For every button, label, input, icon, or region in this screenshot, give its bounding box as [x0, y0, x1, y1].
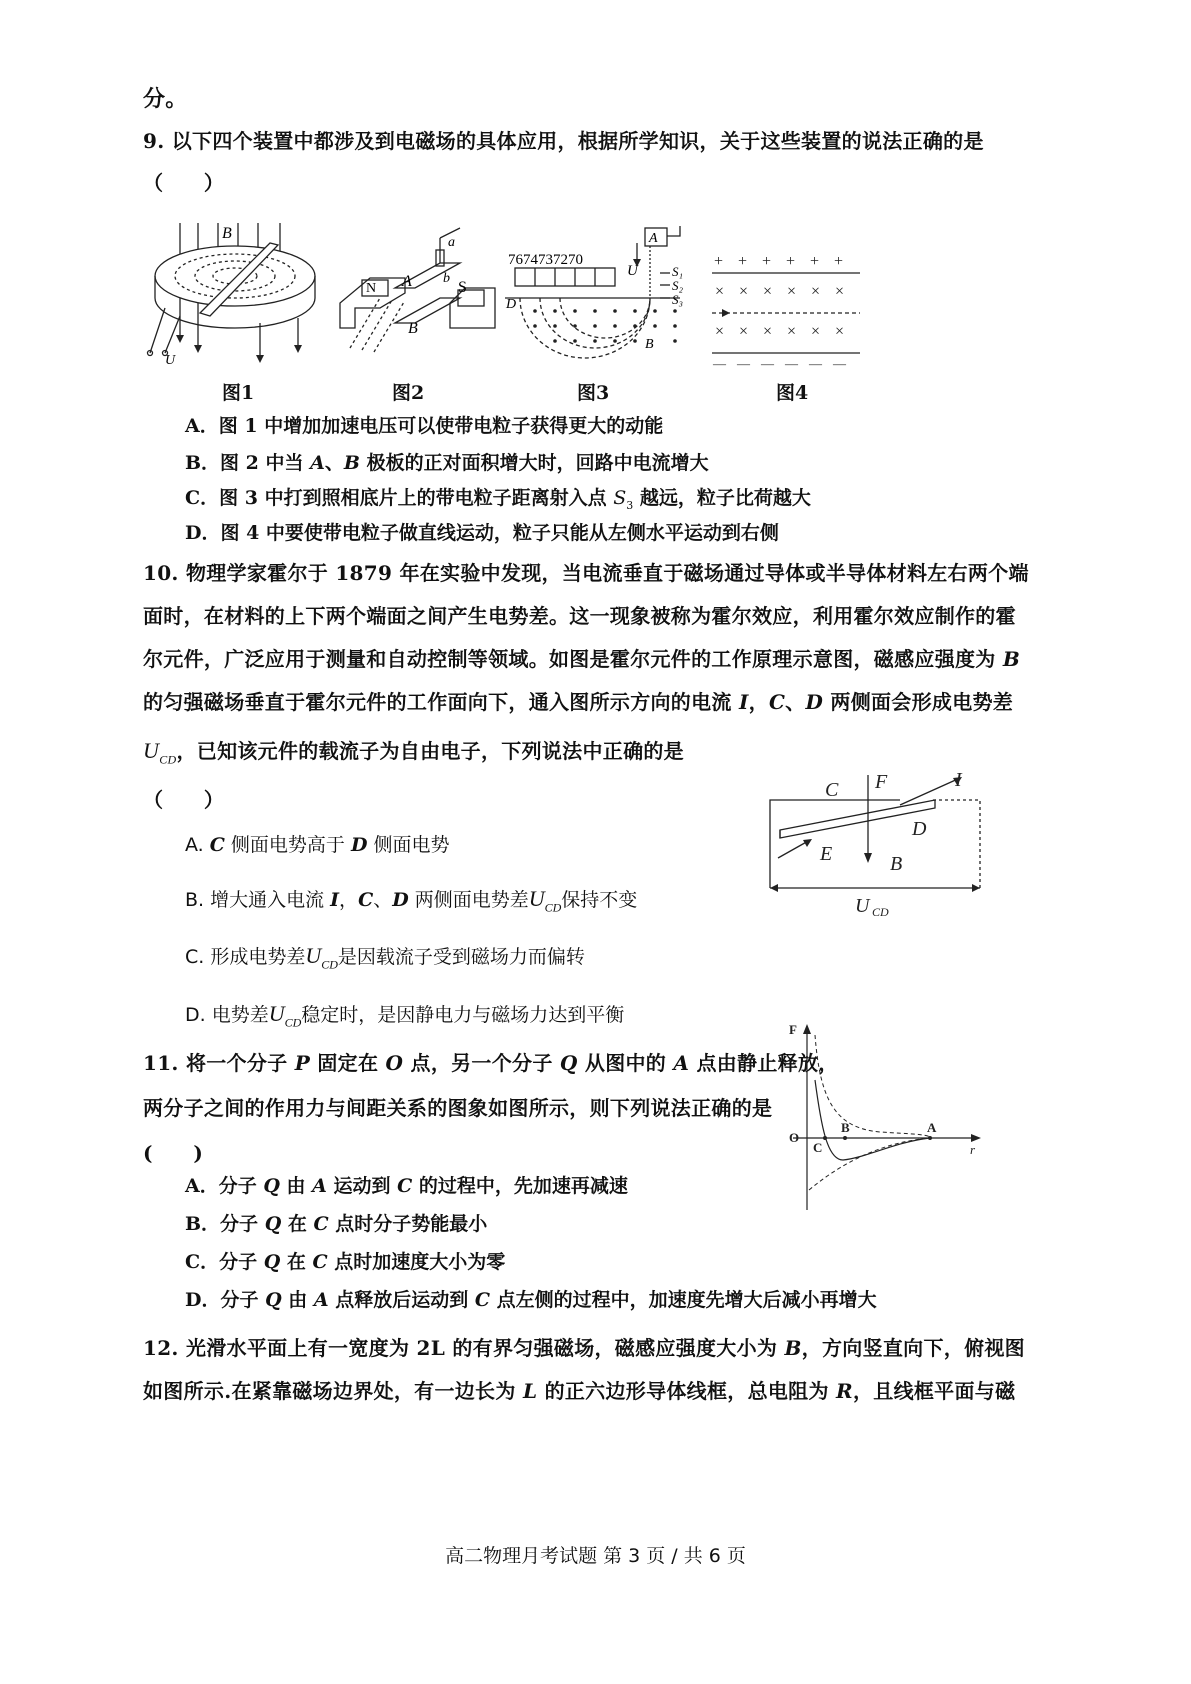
svg-text:×: ×	[787, 323, 797, 340]
fig4-labels	[712, 253, 847, 368]
hall-label-e: E	[820, 843, 833, 865]
fig4-caption: 图4	[776, 382, 809, 404]
svg-text:+: +	[714, 253, 724, 270]
q10-line-4: 的匀强磁场垂直于霍尔元件的工作面向下，通入图所示方向的电流 I，C、D 两侧面会形成电势差	[143, 690, 1014, 714]
q10-line-2: 面时，在材料的上下两个端面之间产生电势差。这一现象被称为霍尔效应，利用霍尔效应制作的霍	[143, 604, 1016, 628]
hall-label-f: F	[875, 771, 888, 793]
graph-label-o: O	[789, 1130, 800, 1145]
fig3-label-b: B	[645, 337, 654, 352]
hall-label-d: D	[912, 818, 927, 840]
svg-text:+: +	[834, 253, 844, 270]
fig2-label-a: a	[448, 235, 455, 250]
hall-label-i: I	[955, 769, 962, 791]
q9-answer-paren: （ ）	[143, 171, 225, 195]
q10-option-c: C. 形成电势差$U_{CD}$是因载流子受到磁场力而偏转	[185, 943, 585, 972]
q9-option-a: A．图 1 中增加加速电压可以使带电粒子获得更大的动能	[185, 415, 664, 437]
svg-text:×: ×	[739, 323, 749, 340]
fig3-label-u: U	[627, 263, 638, 279]
q11-answer-paren: ( )	[143, 1141, 204, 1165]
svg-text:+: +	[786, 253, 796, 270]
fig2-label-b: b	[443, 271, 450, 286]
q11-option-d: D．分子 Q 由 A 点释放后运动到 C 点左侧的过程中，加速度先增大后减小再增大	[185, 1289, 877, 1311]
fig3-label-s1: S₁	[672, 264, 684, 279]
fig1-cyclotron	[148, 223, 316, 358]
fig3-caption: 图3	[577, 382, 610, 404]
fig3-label-film: 7674737270	[508, 252, 583, 268]
fig1-caption: 图1	[222, 382, 255, 404]
q11-option-b: B．分子 Q 在 C 点时分子势能最小	[185, 1213, 488, 1235]
svg-text:—: —	[713, 356, 726, 368]
graph-label-a: A	[927, 1120, 937, 1135]
svg-text:×: ×	[811, 323, 821, 340]
molecular-force-graph	[785, 1020, 990, 1220]
svg-text:×: ×	[715, 323, 725, 340]
svg-text:—: —	[833, 356, 846, 368]
svg-text:×: ×	[787, 283, 797, 300]
svg-text:×: ×	[715, 283, 725, 300]
graph-label-c: C	[813, 1140, 823, 1155]
q10-option-b: B. 增大通入电流 I，C、D 两侧面电势差$U_{CD}$保持不变	[185, 886, 638, 915]
q11-option-a: A．分子 Q 由 A 运动到 C 的过程中，先加速再减速	[185, 1175, 628, 1197]
fig3-label-s2: S₂	[672, 278, 684, 293]
fig3-label-a: A	[649, 231, 658, 246]
fig3-label-d: D	[506, 297, 517, 312]
fig2-label-s: S	[458, 279, 467, 296]
fig4-particle-arrow	[722, 309, 730, 317]
q9-option-c: C．图 3 中打到照相底片上的带电粒子距离射入点 $S_3$ 越远，粒子比荷越大	[185, 487, 811, 512]
fig2-label-n: N	[366, 281, 377, 296]
q10-option-a: A. C 侧面电势高于 D 侧面电势	[185, 834, 450, 856]
fig2-caption: 图2	[392, 382, 425, 404]
hall-element-figure	[750, 760, 1000, 920]
svg-text:×: ×	[739, 283, 749, 300]
svg-text:—: —	[737, 356, 750, 368]
svg-text:—: —	[761, 356, 774, 368]
q11-option-c: C．分子 Q 在 C 点时加速度大小为零	[185, 1251, 506, 1273]
svg-text:×: ×	[811, 283, 821, 300]
q9-option-d: D．图 4 中要使带电粒子做直线运动，粒子只能从左侧水平运动到右侧	[185, 522, 779, 544]
fig2-label-a-plate: A	[402, 273, 412, 290]
fig1-label-b: B	[222, 225, 232, 242]
q10-answer-paren: （ ）	[143, 788, 225, 812]
graph-label-r: r	[970, 1142, 976, 1157]
svg-text:+: +	[738, 253, 748, 270]
svg-text:+: +	[762, 253, 772, 270]
q11-line-1: 11. 将一个分子 P 固定在 O 点，另一个分子 Q 从图中的 A 点由静止释放，	[143, 1051, 839, 1075]
q10-option-d: D. 电势差$U_{CD}$稳定时，是因静电力与磁场力达到平衡	[185, 1001, 625, 1030]
page-footer: 高二物理月考试题 第 3 页 / 共 6 页	[445, 1545, 746, 1567]
fig1-arrows	[176, 335, 302, 363]
continuation-text: 分。	[143, 86, 188, 112]
svg-text:—: —	[809, 356, 822, 368]
fig1-label-u: U	[165, 353, 176, 368]
q9-figures	[140, 218, 880, 368]
svg-text:×: ×	[835, 323, 845, 340]
hall-label-u: U	[855, 895, 870, 917]
q9-option-b: B．图 2 中当 A、B 极板的正对面积增大时，回路中电流增大	[185, 452, 709, 474]
graph-label-f: F	[789, 1022, 797, 1037]
graph-label-b: B	[841, 1120, 850, 1135]
svg-text:×: ×	[835, 283, 845, 300]
q10-line-3: 尔元件，广泛应用于测量和自动控制等领域。如图是霍尔元件的工作原理示意图，磁感应强度为 B	[143, 647, 1021, 671]
q12-line-1: 12. 光滑水平面上有一宽度为 2L 的有界匀强磁场，磁感应强度大小为 B，方向竖直向下，俯视图	[143, 1336, 1025, 1360]
hall-label-cd: CD	[872, 905, 889, 919]
svg-text:×: ×	[763, 323, 773, 340]
svg-text:—: —	[785, 356, 798, 368]
hall-label-c: C	[825, 779, 839, 801]
q10-line-5: $U_{CD}$，已知该元件的载流子为自由电子，下列说法中正确的是	[143, 738, 684, 767]
svg-text:×: ×	[763, 283, 773, 300]
q12-line-2: 如图所示.在紧靠磁场边界处，有一边长为 L 的正六边形导体线框，总电阻为 R，且线框平面与磁	[143, 1379, 1016, 1403]
fig3-label-s3: S₃	[672, 292, 684, 307]
q11-line-2: 两分子之间的作用力与间距关系的图象如图所示，则下列说法正确的是	[143, 1096, 773, 1120]
fig2-label-b-plate: B	[408, 320, 418, 337]
svg-text:+: +	[810, 253, 820, 270]
q9-stem: 9. 以下四个装置中都涉及到电磁场的具体应用，根据所学知识，关于这些装置的说法正确的是	[143, 129, 984, 153]
hall-label-b: B	[890, 853, 903, 875]
q10-line-1: 10. 物理学家霍尔于 1879 年在实验中发现，当电流垂直于磁场通过导体或半导体材料左右两个端	[143, 561, 1029, 585]
